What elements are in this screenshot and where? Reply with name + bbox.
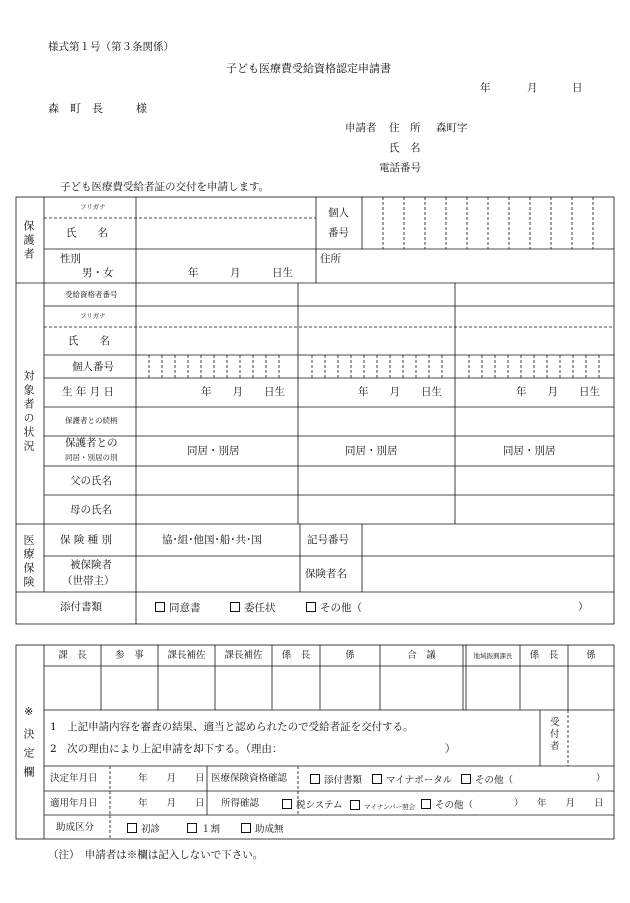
income-confirm-label: 所得確認 xyxy=(221,798,260,809)
insurance-symbol-label: 記号番号 xyxy=(307,534,349,546)
applied-date-value[interactable]: 年 月 日 xyxy=(138,798,205,809)
approver-header-cell: 係 xyxy=(586,650,596,661)
approver-header-cell: 課 長 xyxy=(58,650,87,661)
checkbox-icon[interactable] xyxy=(230,602,240,612)
subject-cohab-2[interactable]: 同居・別居 xyxy=(345,445,398,457)
date-year: 年 xyxy=(480,82,491,94)
approver-header-cell: 地域振興課長 xyxy=(473,652,513,660)
decision-line-2-close: ） xyxy=(445,743,456,755)
subject-cohab-label-2: 同居・別居の別 xyxy=(65,453,118,462)
insured-label-2: （世帯主） xyxy=(62,575,115,587)
attachment-other-close: ） xyxy=(578,601,589,613)
inc-opt-tax[interactable]: 税システム xyxy=(282,799,343,811)
grant-opt-none[interactable]: 助成無 xyxy=(241,823,284,835)
ins-opt-myna[interactable]: マイナポータル xyxy=(372,774,452,786)
subject-birth-2[interactable]: 年 月 日生 xyxy=(358,386,442,398)
grant-opt-first[interactable]: 初診 xyxy=(127,823,160,835)
inc-opt-other[interactable]: その他（ xyxy=(421,799,473,811)
receipt-label-2: 付 xyxy=(550,729,560,740)
checkbox-icon[interactable] xyxy=(241,823,251,833)
receipt-label-1: 受 xyxy=(550,717,560,728)
form-title: 子ども医療費受給資格認定申請書 xyxy=(226,62,391,75)
insurance-confirm-label: 医療保険資格確認 xyxy=(211,773,288,784)
attachment-proxy[interactable]: 委任状 xyxy=(230,602,276,614)
subject-birth-1[interactable]: 年 月 日生 xyxy=(201,386,285,398)
recipient: 森 町 長 様 xyxy=(48,102,147,115)
checkbox-icon[interactable] xyxy=(155,602,165,612)
inc-opt-other-close: ） xyxy=(514,798,524,809)
attachment-consent[interactable]: 同意書 xyxy=(155,602,201,614)
form-number: 様式第１号（第３条関係） xyxy=(48,41,174,53)
guardian-birth[interactable]: 年 月 日生 xyxy=(188,267,293,279)
address-label: 住 所 xyxy=(389,122,421,134)
receipt-label-3: 者 xyxy=(550,741,560,752)
ins-opt-other-close: ） xyxy=(596,773,606,784)
statement: 子ども医療費受給者証の交付を申請します。 xyxy=(60,181,270,193)
decided-date-value[interactable]: 年 月 日 xyxy=(138,773,205,784)
guardian-address-label: 住所 xyxy=(320,253,341,265)
phone-label: 電話番号 xyxy=(379,162,421,174)
insured-label-1: 被保険者 xyxy=(70,559,112,571)
subject-mother-label: 母の氏名 xyxy=(70,504,112,516)
guardian-section-label: 保護者 xyxy=(22,220,35,262)
subject-section-label: 対象者の状況 xyxy=(22,370,35,454)
subject-cohab-3[interactable]: 同居・別居 xyxy=(503,445,556,457)
approver-header-cell: 合 議 xyxy=(407,650,436,661)
guardian-id-label-2: 番号 xyxy=(328,227,349,239)
approver-header-cell: 課長補佐 xyxy=(224,650,263,661)
address-value[interactable]: 森町字 xyxy=(436,122,468,134)
guardian-furigana-label: フリガナ xyxy=(80,203,106,211)
subject-birth-3[interactable]: 年 月 日生 xyxy=(516,386,600,398)
checkbox-icon[interactable] xyxy=(310,774,320,784)
insurance-type-options[interactable]: 協･組･他国･船･共･国 xyxy=(162,534,262,546)
applied-date-label: 適用年月日 xyxy=(50,798,98,809)
checkbox-icon[interactable] xyxy=(306,602,316,612)
approver-header-cell: 課長補佐 xyxy=(167,650,206,661)
approver-header-cell: 参 事 xyxy=(115,650,144,661)
subject-cohab-1[interactable]: 同居・別居 xyxy=(187,445,240,457)
subject-relation-label: 保護者との続柄 xyxy=(65,416,118,425)
insurance-section-label: 医療保険 xyxy=(22,534,35,590)
guardian-name-label: 氏 名 xyxy=(66,227,108,239)
date-month: 月 xyxy=(527,82,538,94)
grant-class-label: 助成区分 xyxy=(56,822,95,833)
insurer-name-label: 保険者名 xyxy=(305,568,347,580)
income-date-value[interactable]: 年 月 日 xyxy=(537,798,604,809)
approver-header-cell: 係 長 xyxy=(281,650,311,661)
applicant-label: 申請者 xyxy=(345,122,377,134)
date-day: 日 xyxy=(572,82,583,94)
subject-furigana-label: フリガナ xyxy=(80,312,106,320)
subject-cohab-label-1: 保護者との xyxy=(65,437,118,449)
checkbox-icon[interactable] xyxy=(350,800,360,810)
checkbox-icon[interactable] xyxy=(187,823,197,833)
decision-label: 決定欄 xyxy=(22,728,35,785)
subject-name-label: 氏 名 xyxy=(68,335,110,347)
grant-opt-10pct[interactable]: １割 xyxy=(187,823,220,835)
checkbox-icon[interactable] xyxy=(421,799,431,809)
ins-opt-other[interactable]: その他（ xyxy=(461,774,513,786)
decision-mark: ※ xyxy=(24,705,34,718)
guardian-sex-label: 性別 xyxy=(60,253,81,265)
checkbox-icon[interactable] xyxy=(372,774,382,784)
attachment-other[interactable]: その他（ xyxy=(306,602,362,614)
subject-cert-no-label: 受給資格者番号 xyxy=(65,290,118,299)
ins-opt-attachments[interactable]: 添付書類 xyxy=(310,774,362,786)
decision-line-2: 2 次の理由により上記申請を却下する。（理由： xyxy=(50,743,283,755)
footer-note: （注） 申請者は※欄は記入しないで下さい。 xyxy=(48,849,264,861)
checkbox-icon[interactable] xyxy=(127,823,137,833)
guardian-sex-options[interactable]: 男・女 xyxy=(82,267,114,279)
name-label: 氏 名 xyxy=(389,142,421,154)
checkbox-icon[interactable] xyxy=(461,774,471,784)
checkbox-icon[interactable] xyxy=(282,799,292,809)
approver-header-cell: 係 xyxy=(345,650,355,661)
subject-birth-label: 生 年 月 日 xyxy=(62,386,115,398)
inc-opt-mynumber[interactable]: マイナンバー照会 xyxy=(350,800,415,811)
insurance-type-label: 保 険 種 別 xyxy=(60,534,113,546)
subject-id-label: 個人番号 xyxy=(72,361,114,373)
decision-line-1: 1 上記申請内容を審査の結果、適当と認められたので受給者証を交付する。 xyxy=(50,721,414,733)
attachments-label: 添付書類 xyxy=(60,601,102,613)
subject-father-label: 父の氏名 xyxy=(70,475,112,487)
approver-header-cell: 係 長 xyxy=(529,650,559,661)
decided-date-label: 決定年月日 xyxy=(50,773,98,784)
guardian-id-label-1: 個人 xyxy=(328,207,349,219)
